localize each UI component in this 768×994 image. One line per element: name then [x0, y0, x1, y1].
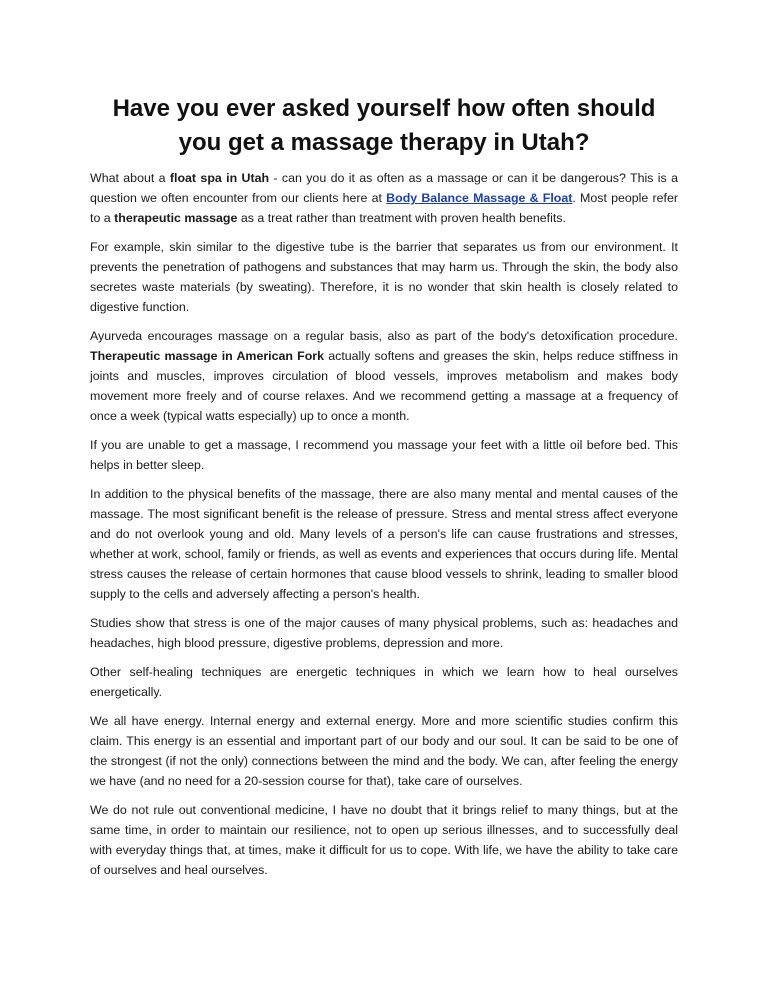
paragraph-ayurveda: Ayurveda encourages massage on a regular basis, also as part of the body's detoxification procedure. Therapeutic massage in American Fork actually softens and greases the skin, helps reduce stiffness in joints and muscles, improves circulation of blood vessels, improves metabolism and makes body movement more freely and of course relaxes. And we recommend getting a massage at a frequency of once a week (typical watts especially) up to once a month. [90, 329, 679, 423]
paragraph-energy: We all have energy. Internal energy and external energy. More and more scientific studies confirm this claim. This energy is an essential and important part of our body and our soul. It can be said to be one of the strongest (if not the only) connections between the mind and the body. We can, after feeling the energy we have (and no need for a 20-session course for that), take care of ourselves. [90, 714, 678, 788]
american-fork-bold: Therapeutic massage in American Fork [90, 349, 325, 363]
paragraph-stress: Studies show that stress is one of the major causes of many physical problems, such as: headaches and headaches, high blood pressure, digestive problems, depression and more. [90, 616, 678, 650]
paragraph-skin: For example, skin similar to the digestive tube is the barrier that separates us from our environment. It prevents the penetration of pathogens and substances that may harm us. Through the skin, the body also secretes waste materials (by sweating). Therefore, it is no wonder that skin health is closely related to digestive function. [90, 240, 678, 314]
page-title: Have you ever asked yourself how often should you get a massage therapy in Utah? [112, 95, 656, 156]
float-spa-bold: float spa in Utah [169, 171, 270, 185]
paragraph-mental: In addition to the physical benefits of the massage, there are also many mental and mental causes of the massage. The most significant benefit is the release of pressure. Stress and mental stress affect everyone and do not overlook young and old. Many levels of a person's life can cause frustrations and stresses, whether at work, school, family or friends, as well as events and experiences that occurs during life. Mental stress causes the release of certain hormones that cause blood vessels to shrink, leading to smaller blood supply to the cells and adversely affecting a person's health. [90, 487, 678, 601]
document-page [90, 92, 678, 889]
paragraph-intro: What about a float spa in Utah - can you do it as often as a massage or can it be dangerous? This is a question we often encounter from our clients here at Body Balance Massage & Float. Most people refer to a therapeutic massage as a treat rather than treatment with proven health benefits. [90, 171, 679, 225]
paragraph-medicine: We do not rule out conventional medicine, I have no doubt that it brings relief to many things, but at the same time, in order to maintain our resilience, not to open up serious illnesses, and to successfully deal with everyday things that, at times, make it difficult for us to cope. With life, we have the ability to take care of ourselves and heal ourselves. [90, 803, 678, 877]
paragraph-self-healing: Other self-healing techniques are energetic techniques in which we learn how to heal ourselves energetically. [90, 665, 678, 699]
body-balance-link[interactable]: Body Balance Massage & Float [386, 191, 573, 205]
paragraph-feet: If you are unable to get a massage, I recommend you massage your feet with a little oil before bed. This helps in better sleep. [90, 438, 678, 472]
therapeutic-massage-bold: therapeutic massage [114, 211, 238, 225]
